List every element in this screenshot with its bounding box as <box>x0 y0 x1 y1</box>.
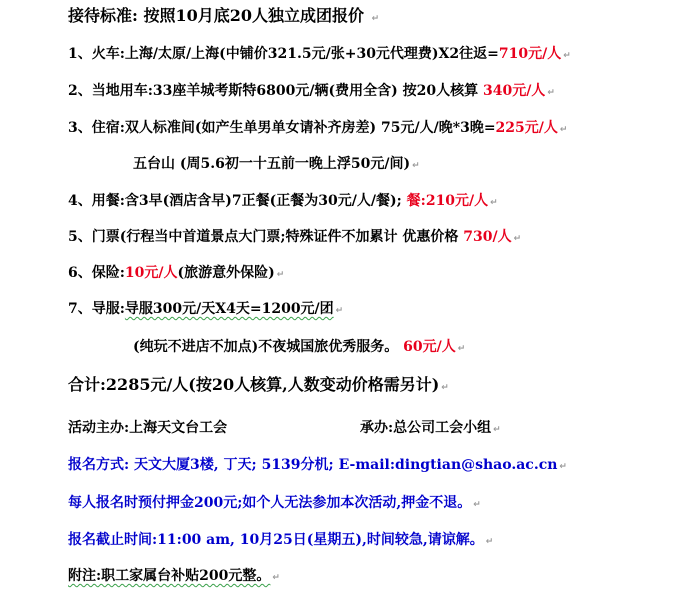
footnote-text: 附注:职工家属台补贴200元整。 <box>68 568 271 584</box>
paragraph-mark-icon: ↵ <box>563 51 571 61</box>
paragraph-mark-icon: ↵ <box>547 88 555 98</box>
paragraph-mark-icon: ↵ <box>513 234 522 244</box>
signup-info <box>68 455 567 477</box>
item-label: 住宿: <box>91 120 125 136</box>
item-text: 导服300元/天X4天=1200元/团 <box>124 301 334 317</box>
item-num: 2、 <box>68 83 92 99</box>
item-text: 33座羊城考斯特6800元/辆(费用全含) 按20人核算 <box>152 83 479 99</box>
paragraph-mark-icon: ↵ <box>493 425 501 435</box>
paragraph-mark-icon: ↵ <box>490 198 498 208</box>
item-meals <box>68 191 498 213</box>
organizer-undertaker <box>360 418 501 440</box>
item-label: 火车: <box>91 46 125 62</box>
item-num: 5、 <box>68 229 92 245</box>
organizer-line <box>68 418 668 438</box>
item-guide <box>68 299 343 321</box>
paragraph-mark-icon: ↵ <box>371 14 380 24</box>
item-price: 710元/人 <box>498 46 562 62</box>
paragraph-mark-icon: ↵ <box>276 270 285 280</box>
total-text: 2285元/人(按20人核算,人数变动价格需另计) <box>105 375 440 394</box>
item-price: 730/人 <box>463 229 512 245</box>
note-text: 五台山 (周5.6初一十五前一晚上浮50元/间) <box>133 156 411 172</box>
item-text: (旅游意外保险) <box>177 265 275 281</box>
item-label: 门票 <box>91 229 120 245</box>
item-price: 餐:210元/人 <box>406 193 489 209</box>
item-num: 1、 <box>68 46 92 62</box>
paragraph-mark-icon: ↵ <box>412 161 420 171</box>
lodging-note <box>133 154 420 176</box>
paragraph-mark-icon: ↵ <box>485 537 494 547</box>
note-text: (纯玩不进店不加点)不夜城国旅优秀服务。 <box>133 339 399 355</box>
item-price: 10元/人 <box>124 265 178 281</box>
paragraph-mark-icon: ↵ <box>457 344 466 354</box>
footnote <box>68 566 280 588</box>
deposit-info <box>68 493 481 515</box>
item-num: 3、 <box>68 120 92 136</box>
item-tickets <box>68 227 521 249</box>
heading <box>68 6 379 29</box>
deadline-info <box>68 530 493 552</box>
guide-note <box>133 337 465 359</box>
item-lodging <box>68 118 567 140</box>
item-num: 6、 <box>68 265 92 281</box>
paragraph-mark-icon: ↵ <box>559 125 568 135</box>
item-local-bus <box>68 81 555 103</box>
item-text: (行程当中首道景点大门票;特殊证件不加累计 优惠价格 <box>119 229 459 245</box>
heading-text: 按照10月底20人独立成团报价 <box>143 6 365 25</box>
item-train <box>68 44 571 66</box>
organizer-host: 活动主办:上海天文台工会 <box>68 420 228 436</box>
item-insurance <box>68 263 284 285</box>
item-price: 340元/人 <box>482 83 546 99</box>
item-num: 7、 <box>68 301 92 317</box>
item-label: 保险: <box>91 265 125 281</box>
paragraph-mark-icon: ↵ <box>335 306 344 316</box>
item-label: 当地用车: <box>91 83 153 99</box>
heading-label: 接待标准: <box>68 6 138 25</box>
paragraph-mark-icon: ↵ <box>559 462 567 472</box>
signup-text: 报名方式: 天文大厦3楼, 丁天; 5139分机; E-mail:dingtian@shao.ac.cn <box>68 457 558 473</box>
item-text: 双人标准间(如产生单男单女请补齐房差) 75元/人/晚*3晚= <box>124 120 496 136</box>
item-num: 4、 <box>68 193 92 209</box>
undertaker-text: 承办:总公司工会小组 <box>360 420 492 436</box>
paragraph-mark-icon: ↵ <box>272 573 280 583</box>
total-label: 合计: <box>68 375 106 394</box>
item-label: 导服: <box>91 301 125 317</box>
paragraph-mark-icon: ↵ <box>441 383 449 393</box>
total <box>68 375 449 398</box>
deposit-text: 每人报名时预付押金200元;如个人无法参加本次活动,押金不退。 <box>68 495 472 511</box>
deadline-text: 报名截止时间:11:00 am, 10月25日(星期五),时间较急,请谅解。 <box>68 532 484 548</box>
item-label: 用餐: <box>91 193 125 209</box>
item-price: 60元/人 <box>403 339 456 355</box>
item-text: 含3早(酒店含早)7正餐(正餐为30元/人/餐); <box>124 193 402 209</box>
item-text: 上海/太原/上海(中铺价321.5元/张+30元代理费)X2往返= <box>124 46 499 62</box>
item-price: 225元/人 <box>495 120 558 136</box>
paragraph-mark-icon: ↵ <box>473 500 481 510</box>
